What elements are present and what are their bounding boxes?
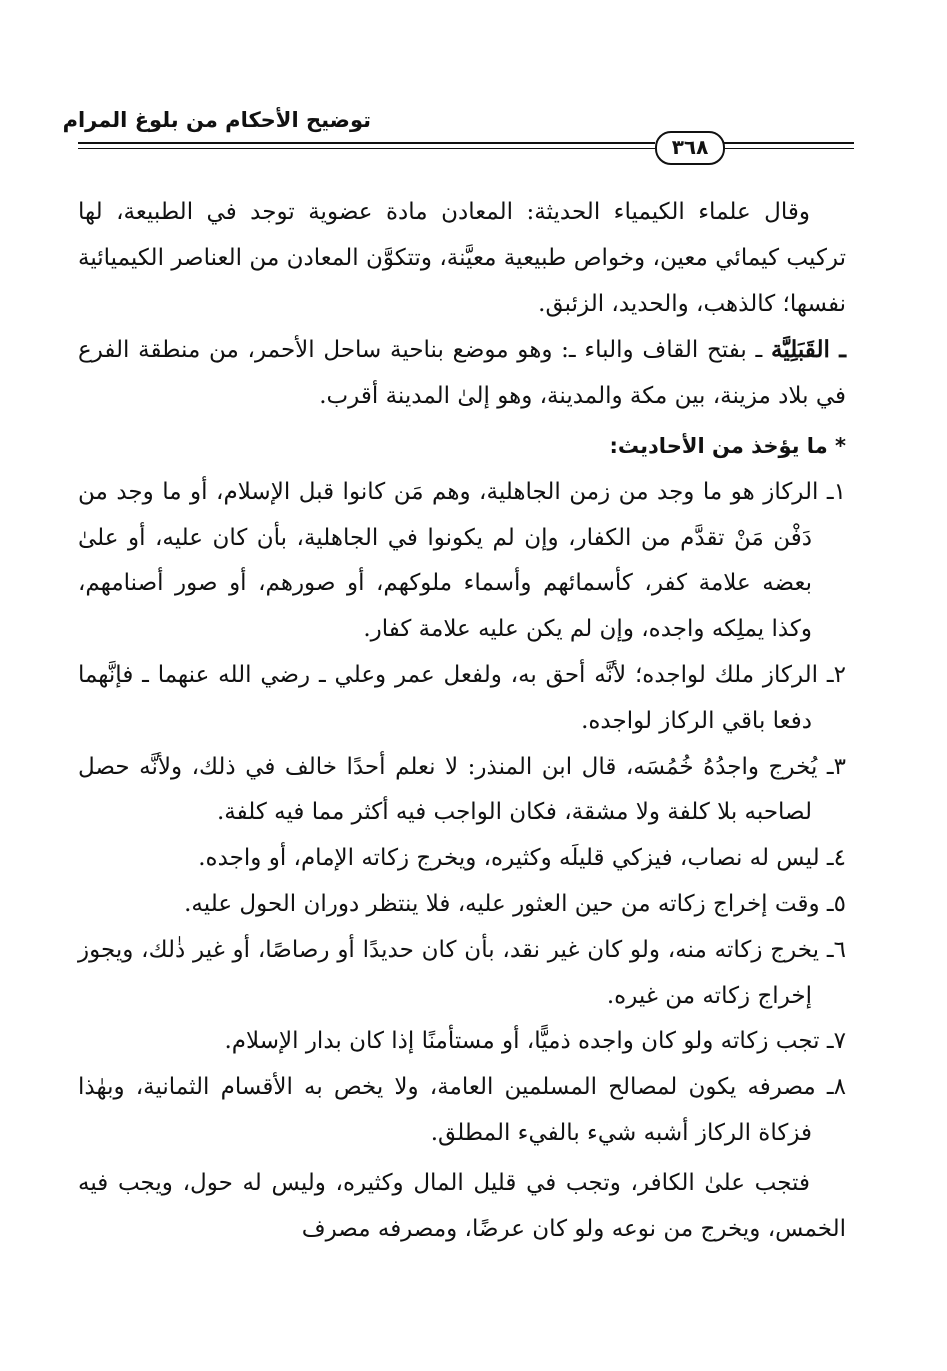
item-number: ٥ـ — [826, 890, 846, 917]
header-rule-left — [78, 142, 655, 144]
item-number: ٨ـ — [826, 1074, 846, 1101]
item-number: ٧ـ — [826, 1028, 846, 1055]
item-number: ٣ـ — [826, 753, 846, 780]
item-text: الركاز هو ما وجد من زمن الجاهلية، وهم مَن كانوا قبل الإسلام، أو ما وجد من دَفْن مَنْ تقدَّم من الكفار، وإن لم يكونوا في الجاهلية، بأن كان عليه، أو علىٰ بعضه علامة كفر، كأسمائهم وأسماء ملوكهم، أو صورهم، أو صور أصنامهم، وكذا يملِكه واجده، وإن لم يكن عليه علامة كفار. — [78, 478, 827, 643]
list-item — [78, 882, 846, 928]
item-text: ليس له نصاب، فيزكي قليلَه وكثيره، ويخرج زكاته الإمام، أو واجده. — [198, 845, 827, 872]
item-text: وقت إخراج زكاته من حين العثور عليه، فلا ينتظر دوران الحول عليه. — [184, 890, 827, 917]
qabaliyya-definition: ـ بفتح القاف والباء ـ: وهو موضع بناحية ساحل الأحمر، من منطقة الفرع في بلاد مزينة، بين مكة والمدينة، وهو إلىٰ المدينة أقرب. — [78, 337, 846, 410]
header-rule-right-thin — [722, 148, 854, 149]
item-text: يخرج زكاته منه، ولو كان غير نقد، بأن كان حديدًا أو رصاصًا، أو غير ذٰلك، ويجوز إخراج زكاته من غيره. — [78, 936, 827, 1009]
paragraph-qabaliyya — [78, 327, 846, 420]
item-number: ٢ـ — [826, 661, 846, 688]
item-number: ١ـ — [826, 478, 846, 505]
list-item — [78, 745, 846, 837]
item-text: تجب زكاته ولو كان واجده ذميًّا، أو مستأمنًا إذا كان بدار الإسلام. — [224, 1028, 827, 1055]
list-item — [78, 653, 846, 745]
header-rule-right — [722, 142, 854, 144]
list-item — [78, 1019, 846, 1065]
list-item — [78, 1065, 846, 1157]
term-qabaliyya: ـ القَبَلِيَّة — [770, 336, 847, 364]
item-text: مصرفه يكون لمصالح المسلمين العامة، ولا يخص به الأقسام الثمانية، وبهٰذا فزكاة الركاز أشبه شيء بالفيء المطلق. — [78, 1074, 827, 1146]
section-heading: * ما يؤخذ من الأحاديث: — [609, 433, 846, 458]
page-body — [78, 190, 846, 1252]
item-number: ٦ـ — [826, 936, 846, 963]
list-item — [78, 928, 846, 1020]
item-text: الركاز ملك لواجده؛ لأنَّه أحق به، ولفعل عمر وعلي ـ رضي الله عنهما ـ فإنَّهما دفعا باقي الركاز لواجده. — [78, 661, 827, 734]
paragraph-closing: فتجب علىٰ الكافر، وتجب في قليل المال وكثيره، وليس له حول، ويجب فيه الخمس، ويخرج من نوعه ولو كان عرضًا، ومصرفه مصرف — [78, 1169, 846, 1242]
list-item — [78, 470, 846, 653]
item-text: يُخرج واجدُهُ خُمُسَه، قال ابن المنذر: لا نعلم أحدًا خالف في ذلك، ولأنَّه حصل لصاحبه بلا كلفة ولا مشقة، فكان الواجب فيه أكثر مما فيه كلفة. — [78, 753, 827, 826]
item-number: ٤ـ — [826, 845, 846, 872]
page-number: ٣٦٨ — [655, 131, 725, 165]
header-rule-left-thin — [78, 148, 655, 149]
paragraph-minerals: وقال علماء الكيمياء الحديثة: المعادن مادة عضوية توجد في الطبيعة، لها تركيب كيمائي معين، وخواص طبيعية معيَّنة، وتتكوَّن المعادن من العناصر الكيميائية نفسها؛ كالذهب، والحديد، الزئبق. — [78, 199, 846, 317]
list-item — [78, 836, 846, 882]
running-title: توضيح الأحكام من بلوغ المرام — [62, 108, 371, 132]
